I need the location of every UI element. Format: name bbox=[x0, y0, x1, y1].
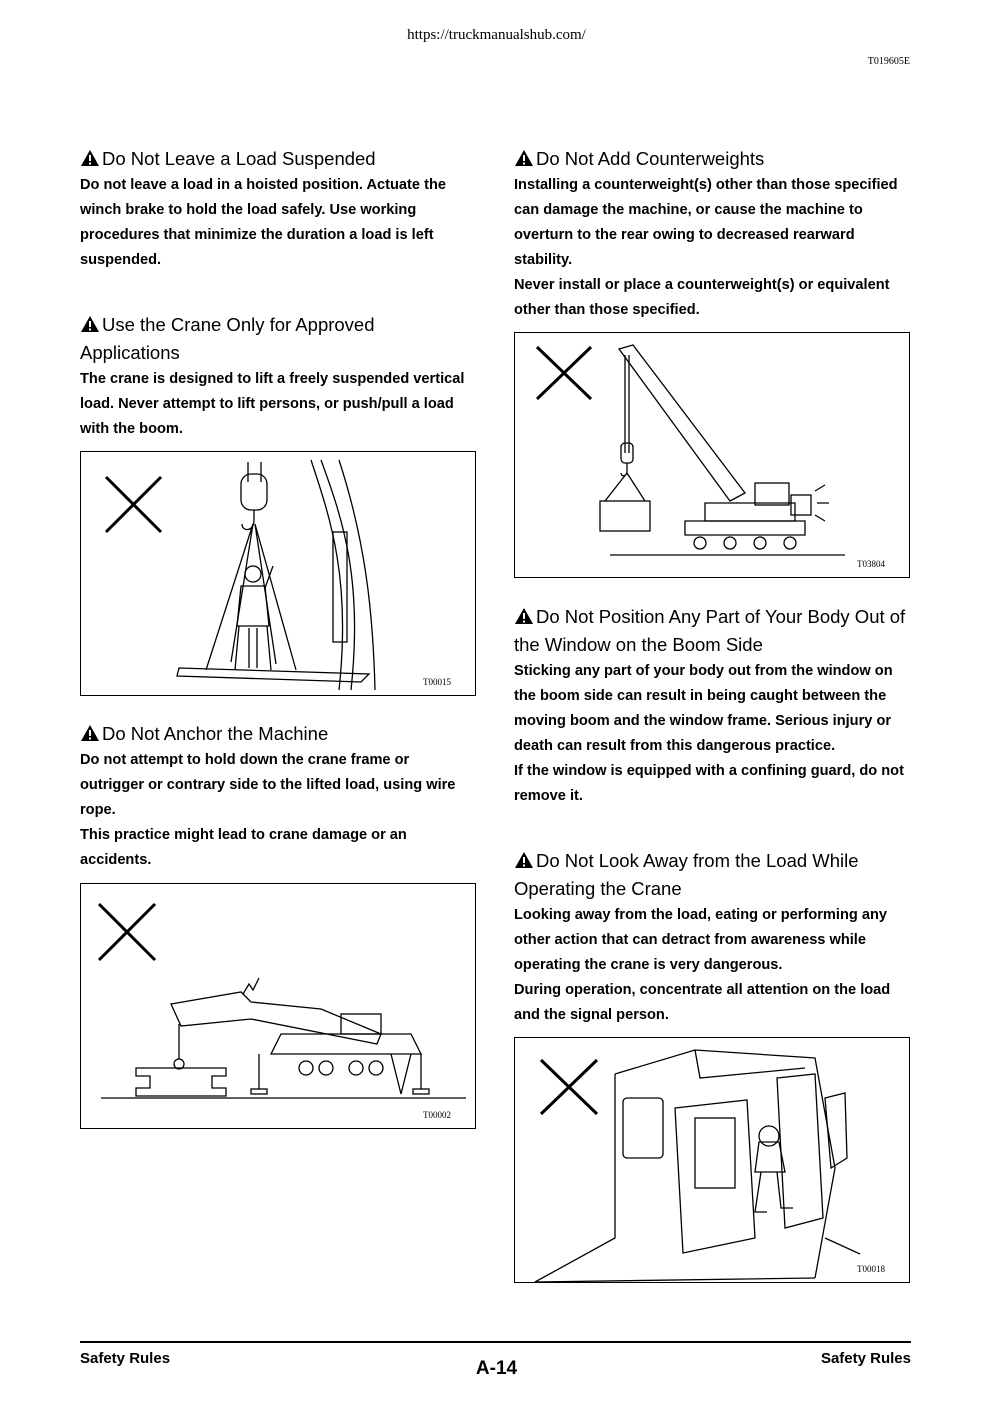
operator-cab-illustration bbox=[515, 1038, 909, 1282]
section-text: If the window is equipped with a confining guard, do not remove it. bbox=[514, 763, 904, 804]
right-column bbox=[514, 145, 910, 1283]
figure-anchored-crane bbox=[80, 883, 476, 1129]
section-approved-applications bbox=[80, 311, 476, 696]
warning-triangle-icon bbox=[514, 851, 534, 869]
section-body-window bbox=[514, 603, 910, 809]
section-heading bbox=[80, 311, 476, 367]
section-title: Use the Crane Only for Approved Applications bbox=[80, 314, 375, 363]
section-text: Sticking any part of your body out from the window on the boom side can result in being caught between the moving boom and the window frame. Serious injury or death can result from this dangerous practice. bbox=[514, 663, 893, 754]
page-number: A-14 bbox=[475, 1358, 518, 1379]
figure-code: T00002 bbox=[423, 1110, 451, 1120]
cross-x-icon bbox=[537, 347, 591, 399]
cross-x-icon bbox=[541, 1060, 597, 1114]
document-id: T019605E bbox=[867, 56, 910, 67]
section-look-away bbox=[514, 847, 910, 1283]
section-text: The crane is designed to lift a freely suspended vertical load. Never attempt to lift persons, or push/pull a load with the boom. bbox=[80, 371, 465, 437]
counterweight-crane-illustration bbox=[515, 333, 909, 577]
figure-code: T03804 bbox=[857, 559, 885, 569]
section-text: Looking away from the load, eating or performing any other action that can detract from awareness while operating the crane is very dangerous. bbox=[514, 907, 887, 973]
section-heading bbox=[514, 603, 910, 659]
section-anchor-machine bbox=[80, 720, 476, 1129]
anchored-crane-illustration bbox=[81, 884, 475, 1128]
cross-x-icon bbox=[99, 904, 155, 960]
section-text: Do not leave a load in a hoisted position. Actuate the winch brake to hold the load safely. Use working procedures that minimize the duration a load is left suspended. bbox=[80, 177, 446, 268]
section-heading bbox=[80, 720, 476, 748]
left-column bbox=[80, 145, 476, 1129]
section-load-suspended bbox=[80, 145, 476, 273]
section-counterweights bbox=[514, 145, 910, 578]
section-text: Never install or place a counterweight(s) or equivalent other than those specified. bbox=[514, 277, 890, 318]
section-heading bbox=[514, 847, 910, 903]
warning-triangle-icon bbox=[80, 149, 100, 167]
cross-x-icon bbox=[106, 477, 161, 532]
section-text: This practice might lead to crane damage or an accidents. bbox=[80, 827, 407, 868]
section-title: Do Not Position Any Part of Your Body Out of the Window on the Boom Side bbox=[514, 606, 906, 655]
figure-person-lift bbox=[80, 451, 476, 696]
footer-section-right: Safety Rules bbox=[820, 1350, 911, 1367]
warning-triangle-icon bbox=[80, 315, 100, 333]
warning-triangle-icon bbox=[514, 149, 534, 167]
section-text: Do not attempt to hold down the crane frame or outrigger or contrary side to the lifted load, using wire rope. bbox=[80, 752, 456, 818]
figure-operator-cab bbox=[514, 1037, 910, 1283]
section-heading bbox=[514, 145, 910, 173]
figure-counterweight-crane bbox=[514, 332, 910, 578]
section-text: During operation, concentrate all attention on the load and the signal person. bbox=[514, 982, 891, 1023]
footer-section-left: Safety Rules bbox=[80, 1350, 171, 1367]
warning-triangle-icon bbox=[80, 724, 100, 742]
warning-triangle-icon bbox=[514, 607, 534, 625]
section-heading bbox=[80, 145, 476, 173]
section-title: Do Not Look Away from the Load While Operating the Crane bbox=[514, 850, 859, 899]
section-title: Do Not Leave a Load Suspended bbox=[102, 148, 376, 169]
figure-code: T00018 bbox=[857, 1264, 885, 1274]
person-lift-illustration bbox=[81, 452, 475, 695]
source-url: https://truckmanualshub.com/ bbox=[407, 27, 586, 43]
figure-code: T00015 bbox=[423, 677, 451, 687]
section-text: Installing a counterweight(s) other than those specified can damage the machine, or cause the machine to overturn to the rear owing to decreased rearward stability. bbox=[514, 177, 898, 268]
section-title: Do Not Add Counterweights bbox=[536, 148, 765, 169]
footer-divider bbox=[80, 1341, 911, 1343]
section-title: Do Not Anchor the Machine bbox=[102, 723, 329, 744]
